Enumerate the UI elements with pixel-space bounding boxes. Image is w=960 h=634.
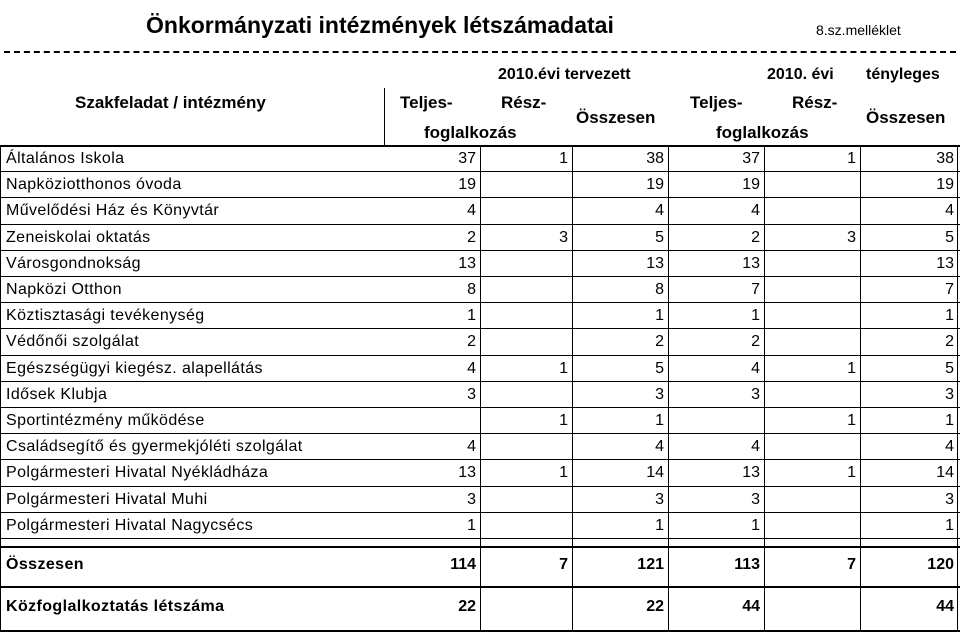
- cell-value: 1: [847, 464, 856, 482]
- header-actual-year: 2010. évi: [767, 66, 834, 83]
- cell-value: 44: [742, 598, 760, 615]
- annex-label: 8.sz.melléklet: [816, 22, 901, 38]
- header-planned-part: Rész-: [501, 93, 547, 112]
- cell-value: 1: [467, 307, 476, 325]
- cell-value: 4: [467, 359, 476, 377]
- cell-value: 4: [467, 438, 476, 456]
- table-row: [0, 434, 960, 460]
- header-actual-full: Teljes-: [690, 93, 743, 112]
- cell-value: 1: [655, 412, 664, 429]
- column-header-institution: Szakfeladat / intézmény: [75, 93, 266, 112]
- cell-value: 13: [646, 254, 664, 272]
- cell-value: 2: [467, 333, 476, 351]
- table-row: [0, 460, 960, 486]
- cell-value: 19: [458, 176, 476, 194]
- cell-value: [488, 382, 568, 408]
- cell-value: 5: [945, 359, 954, 377]
- table-row: [0, 356, 960, 382]
- institution-name: Városgondnokság: [6, 254, 141, 272]
- cell-value: 37: [742, 150, 760, 167]
- cell-value: [488, 172, 568, 198]
- cell-value: 4: [655, 438, 664, 456]
- row-separator: [0, 250, 960, 251]
- institution-name: Polgármesteri Hivatal Muhi: [6, 490, 208, 508]
- table-row: [0, 198, 960, 224]
- header-actual-total: Összesen: [866, 108, 946, 127]
- row-separator: [0, 512, 960, 513]
- table-row: [0, 513, 960, 539]
- cell-value: [776, 303, 856, 329]
- cell-value: 5: [655, 359, 664, 377]
- header-actual-part: Rész-: [792, 93, 838, 112]
- table-row: [0, 329, 960, 355]
- cell-value: 22: [458, 598, 476, 615]
- table-row: [0, 251, 960, 277]
- row-separator: [0, 276, 960, 277]
- cell-value: [776, 329, 856, 355]
- cell-value: 1: [559, 359, 568, 377]
- institution-name: Általános Iskola: [6, 150, 125, 167]
- cell-value: 4: [751, 359, 760, 377]
- header-planned-employment: foglalkozás: [424, 123, 517, 142]
- cell-value: 4: [751, 438, 760, 456]
- header-planned: 2010.évi tervezett: [498, 66, 631, 83]
- cell-value: [776, 172, 856, 198]
- cell-value: 5: [945, 228, 954, 246]
- cell-value: 4: [655, 202, 664, 220]
- cell-value: 1: [559, 150, 568, 167]
- cell-value: 2: [467, 228, 476, 246]
- cell-value: 1: [945, 307, 954, 325]
- cell-value: 1: [945, 412, 954, 429]
- institution-name: Sportintézmény működése: [6, 412, 205, 429]
- cell-value: [776, 434, 856, 460]
- cell-value: 38: [936, 150, 954, 167]
- cell-value: 3: [751, 385, 760, 403]
- header-planned-full: Teljes-: [400, 93, 453, 112]
- institution-name: Közfoglalkoztatás létszáma: [6, 598, 225, 615]
- row-separator: [0, 328, 960, 329]
- cell-value: [488, 329, 568, 355]
- cell-value: [488, 594, 568, 620]
- cell-value: 13: [458, 254, 476, 272]
- table-row: [0, 172, 960, 198]
- cell-value: [488, 251, 568, 277]
- header-actual-employment: foglalkozás: [716, 123, 809, 142]
- cell-value: [776, 382, 856, 408]
- cell-value: 1: [559, 464, 568, 482]
- cell-value: 13: [742, 464, 760, 482]
- cell-value: 5: [655, 228, 664, 246]
- row-separator: [0, 381, 960, 382]
- cell-value: 113: [734, 556, 760, 573]
- cell-value: 8: [655, 281, 664, 298]
- cell-value: [776, 198, 856, 224]
- cell-value: 3: [945, 490, 954, 508]
- cell-value: 4: [751, 202, 760, 220]
- dashed-divider: [4, 51, 956, 53]
- institution-name: Egészségügyi kiegész. alapellátás: [6, 359, 263, 377]
- row-separator: [0, 197, 960, 198]
- cell-value: 1: [655, 516, 664, 534]
- cell-value: [776, 251, 856, 277]
- cell-value: 1: [559, 412, 568, 429]
- cell-value: 2: [945, 333, 954, 351]
- cell-value: 1: [751, 516, 760, 534]
- cell-value: [776, 513, 856, 539]
- cell-value: 114: [450, 556, 476, 573]
- cell-value: 38: [646, 150, 664, 167]
- cell-value: 3: [751, 490, 760, 508]
- row-separator: [0, 302, 960, 303]
- cell-value: 3: [655, 385, 664, 403]
- cell-value: 44: [936, 598, 954, 615]
- cell-value: [488, 277, 568, 303]
- cell-value: 19: [742, 176, 760, 194]
- institution-name: Köztisztasági tevékenység: [6, 307, 205, 325]
- institution-name: Napköziotthonos óvoda: [6, 176, 182, 194]
- institution-name: Polgármesteri Hivatal Nagycsécs: [6, 516, 254, 534]
- cell-value: 4: [945, 438, 954, 456]
- cell-value: 4: [945, 202, 954, 220]
- cell-value: [680, 408, 760, 434]
- cell-value: 2: [751, 333, 760, 351]
- cell-value: 1: [655, 307, 664, 325]
- institution-name: Védőnői szolgálat: [6, 333, 140, 351]
- cell-value: 121: [637, 556, 664, 573]
- table-row: [0, 382, 960, 408]
- row-separator: [0, 171, 960, 172]
- table-row: [0, 225, 960, 251]
- cell-value: 7: [945, 281, 954, 298]
- cell-value: [488, 303, 568, 329]
- table-row: [0, 487, 960, 513]
- institution-name: Művelődési Ház és Könyvtár: [6, 202, 220, 220]
- cell-value: 4: [467, 202, 476, 220]
- row-separator: [0, 486, 960, 487]
- cell-value: 14: [936, 464, 954, 482]
- cell-value: [488, 198, 568, 224]
- institution-name: Idősek Klubja: [6, 385, 108, 403]
- cell-value: 7: [559, 556, 568, 573]
- header-actual-label: tényleges: [866, 66, 940, 83]
- cell-value: 8: [467, 281, 476, 298]
- table-row: [0, 146, 960, 172]
- cell-value: 2: [751, 228, 760, 246]
- cell-value: 3: [467, 490, 476, 508]
- institution-name: Családsegítő és gyermekjóléti szolgálat: [6, 438, 303, 456]
- cell-value: 13: [458, 464, 476, 482]
- row-separator: [0, 538, 960, 539]
- cell-value: [776, 487, 856, 513]
- cell-value: 1: [751, 307, 760, 325]
- cell-value: 1: [847, 412, 856, 429]
- institution-name: Összesen: [6, 556, 84, 573]
- cell-value: [396, 408, 476, 434]
- cell-value: 3: [467, 385, 476, 403]
- cell-value: 3: [945, 385, 954, 403]
- cell-value: 13: [742, 254, 760, 272]
- institution-name: Zeneiskolai oktatás: [6, 228, 151, 246]
- table-row: [0, 277, 960, 303]
- cell-value: [488, 513, 568, 539]
- cell-value: 37: [458, 150, 476, 167]
- header-planned-total: Összesen: [576, 108, 656, 127]
- row-separator: [0, 407, 960, 408]
- cell-value: 22: [646, 598, 664, 615]
- cell-value: 19: [646, 176, 664, 194]
- cell-value: 120: [927, 556, 954, 573]
- row-separator: [0, 459, 960, 460]
- cell-value: [488, 434, 568, 460]
- cell-value: 1: [467, 516, 476, 534]
- cell-value: [488, 487, 568, 513]
- table-row: [0, 303, 960, 329]
- page-title: Önkormányzati intézmények létszámadatai: [146, 12, 614, 38]
- cell-value: 2: [655, 333, 664, 351]
- cell-value: 13: [936, 254, 954, 272]
- row-separator: [0, 355, 960, 356]
- cell-value: 1: [847, 150, 856, 167]
- cell-value: 3: [559, 228, 568, 246]
- row-separator: [0, 433, 960, 434]
- cell-value: 14: [646, 464, 664, 482]
- cell-value: 1: [847, 359, 856, 377]
- row-separator: [0, 224, 960, 225]
- cell-value: 19: [936, 176, 954, 194]
- institution-name: Polgármesteri Hivatal Nyékládháza: [6, 464, 269, 482]
- institution-name: Napközi Otthon: [6, 281, 122, 298]
- grid-line: [384, 88, 385, 146]
- cell-value: 1: [945, 516, 954, 534]
- cell-value: [776, 277, 856, 303]
- table-row: [0, 408, 960, 434]
- cell-value: [776, 594, 856, 620]
- table-row: [0, 552, 960, 578]
- cell-value: 7: [751, 281, 760, 298]
- table-row: [0, 594, 960, 620]
- cell-value: 3: [847, 228, 856, 246]
- cell-value: 7: [847, 556, 856, 573]
- cell-value: 3: [655, 490, 664, 508]
